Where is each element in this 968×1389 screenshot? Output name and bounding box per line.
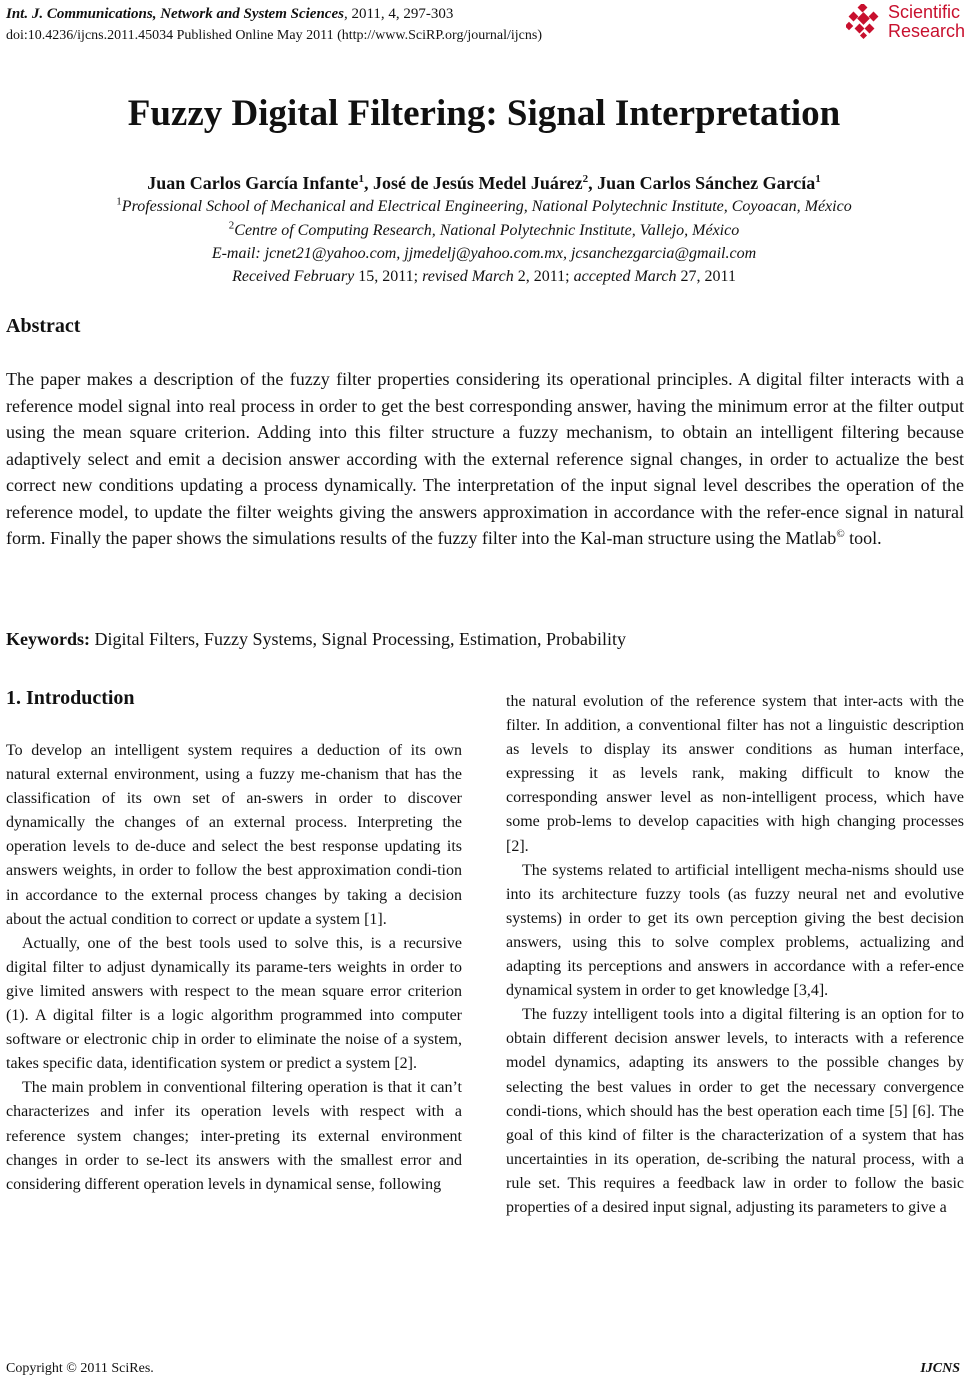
keywords-label: Keywords: [6,629,90,649]
journal-name: Int. J. Communications, Network and System Sciences [6,6,344,22]
abstract-text: The paper makes a description of the fuzzy filter properties considering its operational principles. A digital filter interacts with a reference model signal into real process in order to get the best corresponding answer, having the minimum error at the filter output using the mean square criterion. Adding into this filter structure a fuzzy mechanism, to obtain an intelligent filtering because adaptively select and emit a decision answer according with the external reference signal changes, in order to actualize the best correct new conditions updating a process dynamically. The interpretation of the input signal level describes the operation of the reference model, to update the filter weights giving the answers approximation in accordance with the refer-ence signal in natural form. Finally the paper shows the simulations results of the fuzzy filter into the Kal-man structure using the Matlab© tool. [6,369,964,548]
journal-abbr-footer: IJCNS [920,1361,960,1376]
logo-icon [846,4,884,40]
keywords-text: Digital Filters, Fuzzy Systems, Signal Processing, Estimation, Probability [90,629,626,649]
paragraph: The main problem in conventional filtering operation is that it can’t characterizes and infer its operation levels with respect with a reference system changes; inter-preting its external environment changes in order to se-lect its answers with the smallest error and considering different operation levels in dynamical sense, following [6,1079,462,1193]
author-list: Juan Carlos García Infante$^1$, José de Jesús Medel Juárez$^2$, Juan Carlos Sánchez García$^1$ [147,173,821,193]
author-name: José de Jesús Medel Juárez [372,173,583,193]
paragraph: To develop an intelligent system requires a deduction of its own natural external environment, using a fuzzy me-chanism that has the classification of its own set of an-swers in order to discover dynamically the changes of an external process. Interpreting the operation levels to de-duce and select the best response updating its answers weights, in order to follow the best approximation condi-tion in accordance to the external process changes by taking a decision about the actual condition to correct or update a system [1]. [6,742,462,928]
paper-title: Fuzzy Digital Filtering: Signal Interpretation [127,93,841,134]
keywords [6,629,626,650]
email-line: E-mail: jcnet21@yahoo.com, jjmedelj@yahoo.com.mx, jcsanchezgarcia@gmail.com [211,245,757,262]
dates-line: Received February 15, 2011; revised March 2, 2011; accepted March 27, 2011 [232,268,736,285]
right-column [506,690,964,1220]
paragraph: Actually, one of the best tools used to solve this, is a recursive digital filter to adjust dynamically its parame-ters weights in order to give limited answers with respect to the mean square error criterion (1). A digital filter is a logic algorithm programmed into computer software or electronic chip in order to eliminate the noise of a system, takes specific data, identification system or predict a system [2]. [6,934,462,1073]
abstract-heading: Abstract [6,315,81,337]
journal-citation: , 2011, 4, 297-303 [343,6,454,22]
paragraph: The systems related to artificial intelligent mecha-nisms should use into its architecture fuzzy tools (as fuzzy neural net and evolutive systems) in order to get its own perception giving the best decision answers, using this to solve complex problems, actualizing and adapting its perceptions and answers in accordance with a refer-ence dynamical system in order to get knowledge [3,4]. [506,861,964,1000]
scirp-logo [846,2,968,42]
paragraph: the natural evolution of the reference system that inter-acts with the filter. In addition, a conventional filter has not a linguistic description as levels to display its answer conditions as human interface, expressing it as levels rank, making difficult to know the corresponding answer level as non-intelligent process, which have some prob-lems to develop capacities with high changing processes [2]. [506,693,964,855]
logo-text: Scientific Research [888,2,966,41]
journal-header [6,4,542,46]
paragraph: The fuzzy intelligent tools into a digital filtering is an option for to obtain different decision answer levels, to interacts with a reference model dynamics, adapting its answers to the possible changes by selecting the best values in order to get the necessary convergence condi-tions, which should has the best operation each time [5] [6]. The goal of this kind of filter is the characterization of a system that has uncertainties in its operation, de-scribing the natural process, with a rule set. This requires a feedback law in order to follow the basic properties of a desired input signal, adjusting its parameters to give a [506,1006,964,1216]
affiliation-2: $^2$Centre of Computing Research, National Polytechnic Institute, Vallejo, México [228,219,740,239]
left-column [6,739,462,1197]
copyright-footer: Copyright © 2011 SciRes. [6,1361,154,1376]
doi-line: doi:10.4236/ijcns.2011.45034 Published Online May 2011 (http://www.SciRP.org/journal/ijcns) [6,28,543,43]
author-name: Juan Carlos García Infante [147,173,359,193]
section-heading: 1. Introduction [6,687,135,709]
author-name: Juan Carlos Sánchez García [597,173,816,193]
affiliation-1: $^1$Professional School of Mechanical and Electrical Engineering, National Polytechnic Institute, Coyoacan, México [116,195,852,215]
